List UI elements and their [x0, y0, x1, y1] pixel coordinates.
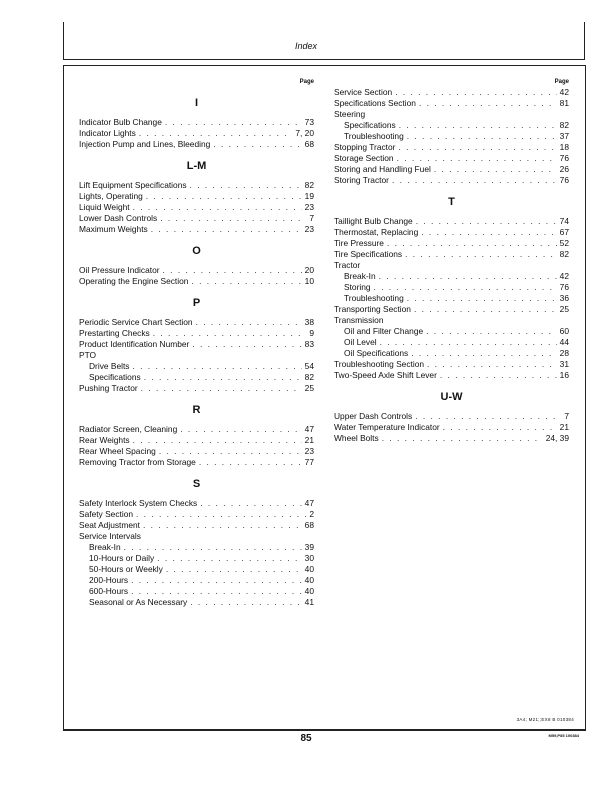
- entry-text: Tire Pressure: [334, 238, 384, 248]
- index-entry: [79, 350, 314, 361]
- entry-page: 7, 20: [295, 128, 314, 138]
- index-entry: [79, 553, 314, 564]
- entry-text: Specifications: [89, 372, 141, 382]
- entry-text: Indicator Lights: [79, 128, 136, 138]
- dot-leader: [139, 128, 293, 139]
- entry-text: Safety Section: [79, 509, 134, 519]
- dot-leader: [443, 422, 557, 433]
- entry-text: Storing and Handling Fuel: [334, 164, 431, 174]
- entry-text: Storing Tractor: [334, 175, 389, 185]
- dot-leader: [196, 317, 302, 328]
- dot-leader: [165, 117, 302, 128]
- dot-leader: [141, 383, 302, 394]
- index-entry: [334, 337, 569, 348]
- entry-text: Storing: [344, 282, 371, 292]
- entry-text: Prestarting Checks: [79, 328, 150, 338]
- dot-leader: [415, 411, 561, 422]
- entry-page: 37: [559, 131, 569, 141]
- index-entry: [334, 359, 569, 370]
- entry-page: 82: [304, 372, 314, 382]
- index-entry: [79, 498, 314, 509]
- dot-leader: [411, 348, 556, 359]
- entry-page: 25: [559, 304, 569, 314]
- entry-text: Safety Interlock System Checks: [79, 498, 198, 508]
- entry-page: 21: [304, 435, 314, 445]
- index-entry: [334, 282, 569, 293]
- dot-leader: [213, 139, 301, 150]
- entry-text: Troubleshooting Section: [334, 359, 425, 369]
- entry-text: Operating the Engine Section: [79, 276, 189, 286]
- entry-text: Pushing Tractor: [79, 383, 138, 393]
- entry-page: 40: [304, 564, 314, 574]
- entry-page: 36: [559, 293, 569, 303]
- dot-leader: [405, 249, 557, 260]
- index-entry: [79, 191, 314, 202]
- entry-page: 7: [564, 411, 569, 421]
- dot-leader: [392, 175, 557, 186]
- entry-page: 23: [304, 224, 314, 234]
- entry-page: 82: [559, 120, 569, 130]
- index-entry: [334, 227, 569, 238]
- entry-page: 83: [304, 339, 314, 349]
- dot-leader: [136, 509, 306, 520]
- dot-leader: [190, 597, 301, 608]
- index-entry: [79, 597, 314, 608]
- entry-page: 19: [304, 191, 314, 201]
- entry-page: 54: [304, 361, 314, 371]
- dot-leader: [143, 520, 302, 531]
- index-entry: [334, 120, 569, 131]
- section-letter: I: [194, 97, 199, 109]
- entry-page: 20: [304, 265, 314, 275]
- entry-page: 82: [304, 180, 314, 190]
- entry-page: 30: [304, 553, 314, 563]
- entry-text: Troubleshooting: [344, 293, 404, 303]
- entry-page: 23: [304, 446, 314, 456]
- entry-page: 60: [559, 326, 569, 336]
- document-code: 3A4; M21;;EX8 B 010384: [516, 717, 574, 722]
- index-entry: [79, 509, 314, 520]
- entry-text: Lights, Operating: [79, 191, 143, 201]
- dot-leader: [200, 498, 301, 509]
- entry-text: Two-Speed Axle Shift Lever: [334, 370, 437, 380]
- index-entry: [334, 216, 569, 227]
- section-letter: U-W: [440, 391, 463, 403]
- index-entry: [79, 435, 314, 446]
- dot-leader: [124, 542, 302, 553]
- index-entry: [79, 317, 314, 328]
- dot-leader: [427, 359, 557, 370]
- entry-text: Rear Weights: [79, 435, 130, 445]
- section-letter: L-M: [186, 160, 207, 172]
- entry-text: Indicator Bulb Change: [79, 117, 162, 127]
- index-entry: [79, 575, 314, 586]
- index-entry: [79, 202, 314, 213]
- entry-page: 68: [304, 520, 314, 530]
- dot-leader: [397, 153, 557, 164]
- entry-page: 47: [304, 498, 314, 508]
- index-column-left: [79, 77, 314, 608]
- dot-leader: [133, 435, 302, 446]
- index-entry: [334, 87, 569, 98]
- index-entry: [79, 446, 314, 457]
- index-entry: [79, 586, 314, 597]
- entry-page: 25: [304, 383, 314, 393]
- dot-leader: [379, 271, 557, 282]
- index-entry: [334, 293, 569, 304]
- entry-text: Specifications Section: [334, 98, 416, 108]
- entry-page: 68: [304, 139, 314, 149]
- entry-text: Upper Dash Controls: [334, 411, 413, 421]
- section-letter: P: [192, 297, 201, 309]
- index-entry: [79, 117, 314, 128]
- dot-leader: [160, 213, 306, 224]
- dot-leader: [399, 120, 557, 131]
- index-entry: [334, 175, 569, 186]
- index-entry: [79, 564, 314, 575]
- index-entry: [334, 260, 569, 271]
- index-entry: [334, 142, 569, 153]
- index-entry: [79, 424, 314, 435]
- entry-text: Steering: [334, 109, 366, 119]
- entry-page: 67: [559, 227, 569, 237]
- entry-text: Service Section: [334, 87, 393, 97]
- dot-leader: [434, 164, 557, 175]
- index-entry: [334, 348, 569, 359]
- entry-text: Wheel Bolts: [334, 433, 379, 443]
- dot-leader: [440, 370, 557, 381]
- index-entry: [79, 520, 314, 531]
- index-entry: [334, 109, 569, 120]
- entry-text: 10-Hours or Daily: [89, 553, 155, 563]
- entry-text: Maximum Weights: [79, 224, 148, 234]
- dot-leader: [133, 361, 302, 372]
- entry-page: 9: [309, 328, 314, 338]
- dot-leader: [382, 433, 543, 444]
- entry-page: 40: [304, 586, 314, 596]
- dot-leader: [157, 553, 302, 564]
- section-letter: S: [192, 478, 201, 490]
- entry-text: Service Intervals: [79, 531, 141, 541]
- entry-page: 74: [559, 216, 569, 226]
- entry-page: 81: [559, 98, 569, 108]
- entry-text: Transporting Section: [334, 304, 411, 314]
- index-entry: [334, 131, 569, 142]
- entry-page: 21: [559, 422, 569, 432]
- entry-text: 50-Hours or Weekly: [89, 564, 163, 574]
- page-column-label: Page: [554, 79, 569, 85]
- entry-text: 200-Hours: [89, 575, 129, 585]
- entry-text: Lower Dash Controls: [79, 213, 158, 223]
- header-rule-bottom: [63, 59, 585, 60]
- section-letter: O: [192, 245, 201, 257]
- entry-text: Tire Specifications: [334, 249, 403, 259]
- dot-leader: [131, 575, 302, 586]
- entry-page: 52: [559, 238, 569, 248]
- page-column-label: Page: [299, 79, 314, 85]
- index-entry: [79, 265, 314, 276]
- entry-text: Oil Specifications: [344, 348, 409, 358]
- index-entry: [334, 433, 569, 444]
- index-entry: [334, 304, 569, 315]
- entry-text: Taillight Bulb Change: [334, 216, 413, 226]
- entry-page: 41: [304, 597, 314, 607]
- index-entry: [334, 249, 569, 260]
- entry-text: Oil Pressure Indicator: [79, 265, 160, 275]
- index-entry: [79, 339, 314, 350]
- entry-page: 82: [559, 249, 569, 259]
- entry-page: 31: [559, 359, 569, 369]
- index-entry: [79, 180, 314, 191]
- dot-leader: [416, 216, 557, 227]
- entry-page: 24, 39: [545, 433, 569, 443]
- index-entry: [334, 164, 569, 175]
- dot-leader: [407, 131, 557, 142]
- index-entry: [334, 370, 569, 381]
- entry-page: 28: [559, 348, 569, 358]
- index-entry: [79, 276, 314, 287]
- entry-text: Injection Pump and Lines, Bleeding: [79, 139, 211, 149]
- dot-leader: [407, 293, 557, 304]
- footer-small-code: M59,P85 100384: [548, 733, 579, 738]
- dot-leader: [166, 564, 302, 575]
- entry-text: Water Temperature Indicator: [334, 422, 440, 432]
- index-column-right: [334, 77, 569, 444]
- index-entry: [79, 361, 314, 372]
- dot-leader: [395, 87, 556, 98]
- index-entry: [79, 139, 314, 150]
- dot-leader: [159, 446, 302, 457]
- index-entry: [79, 531, 314, 542]
- entry-text: Specifications: [344, 120, 396, 130]
- entry-text: Thermostat, Replacing: [334, 227, 419, 237]
- entry-page: 76: [559, 282, 569, 292]
- dot-leader: [192, 339, 301, 350]
- entry-text: Liquid Weight: [79, 202, 130, 212]
- entry-text: Seasonal or As Necessary: [89, 597, 188, 607]
- entry-text: Break-In: [344, 271, 376, 281]
- dot-leader: [421, 227, 556, 238]
- index-entry: [334, 98, 569, 109]
- dot-leader: [133, 202, 302, 213]
- entry-text: Tractor: [334, 260, 361, 270]
- index-entry: [79, 372, 314, 383]
- entry-text: Rear Wheel Spacing: [79, 446, 156, 456]
- index-entry: [334, 271, 569, 282]
- dot-leader: [144, 372, 302, 383]
- index-entry: [79, 383, 314, 394]
- entry-text: Stopping Tractor: [334, 142, 396, 152]
- entry-page: 73: [304, 117, 314, 127]
- entry-text: Oil Level: [344, 337, 377, 347]
- index-entry: [334, 238, 569, 249]
- entry-page: 23: [304, 202, 314, 212]
- index-entry: [79, 457, 314, 468]
- index-entry: [79, 213, 314, 224]
- entry-text: Periodic Service Chart Section: [79, 317, 193, 327]
- index-entry: [79, 128, 314, 139]
- entry-text: PTO: [79, 350, 97, 360]
- index-entry: [79, 328, 314, 339]
- entry-text: Troubleshooting: [344, 131, 404, 141]
- dot-leader: [131, 586, 302, 597]
- entry-text: Product Identification Number: [79, 339, 190, 349]
- entry-text: Break-In: [89, 542, 121, 552]
- dot-leader: [191, 276, 301, 287]
- entry-text: Drive Belts: [89, 361, 130, 371]
- index-entry: [79, 542, 314, 553]
- dot-leader: [199, 457, 302, 468]
- entry-page: 26: [559, 164, 569, 174]
- dot-leader: [380, 337, 557, 348]
- index-entry: [334, 315, 569, 326]
- dot-leader: [419, 98, 557, 109]
- dot-leader: [414, 304, 557, 315]
- entry-page: 38: [304, 317, 314, 327]
- entry-page: 76: [559, 153, 569, 163]
- dot-leader: [190, 180, 302, 191]
- entry-text: Radiator Screen, Cleaning: [79, 424, 178, 434]
- dot-leader: [153, 328, 307, 339]
- entry-page: 39: [304, 542, 314, 552]
- entry-text: Lift Equipment Specifications: [79, 180, 187, 190]
- entry-text: 600-Hours: [89, 586, 129, 596]
- dot-leader: [163, 265, 302, 276]
- entry-page: 42: [559, 87, 569, 97]
- entry-page: 40: [304, 575, 314, 585]
- entry-page: 77: [304, 457, 314, 467]
- dot-leader: [426, 326, 557, 337]
- entry-page: 16: [559, 370, 569, 380]
- index-entry: [79, 224, 314, 235]
- index-entry: [334, 411, 569, 422]
- entry-page: 47: [304, 424, 314, 434]
- entry-page: 2: [309, 509, 314, 519]
- dot-leader: [374, 282, 557, 293]
- entry-page: 42: [559, 271, 569, 281]
- entry-text: Transmission: [334, 315, 384, 325]
- page-number: 85: [300, 733, 312, 744]
- index-entry: [334, 153, 569, 164]
- page-title: Index: [294, 41, 318, 51]
- footer-rule: [63, 729, 585, 730]
- dot-leader: [398, 142, 556, 153]
- dot-leader: [387, 238, 557, 249]
- index-entry: [334, 422, 569, 433]
- entry-page: 76: [559, 175, 569, 185]
- entry-page: 7: [309, 213, 314, 223]
- entry-text: Storage Section: [334, 153, 394, 163]
- entry-text: Seat Adjustment: [79, 520, 140, 530]
- section-letter: R: [192, 404, 201, 416]
- entry-text: Removing Tractor from Storage: [79, 457, 196, 467]
- entry-page: 10: [304, 276, 314, 286]
- dot-leader: [146, 191, 302, 202]
- index-entry: [334, 326, 569, 337]
- entry-page: 18: [559, 142, 569, 152]
- dot-leader: [151, 224, 302, 235]
- entry-text: Oil and Filter Change: [344, 326, 424, 336]
- dot-leader: [180, 424, 301, 435]
- section-letter: T: [448, 196, 455, 208]
- entry-page: 44: [559, 337, 569, 347]
